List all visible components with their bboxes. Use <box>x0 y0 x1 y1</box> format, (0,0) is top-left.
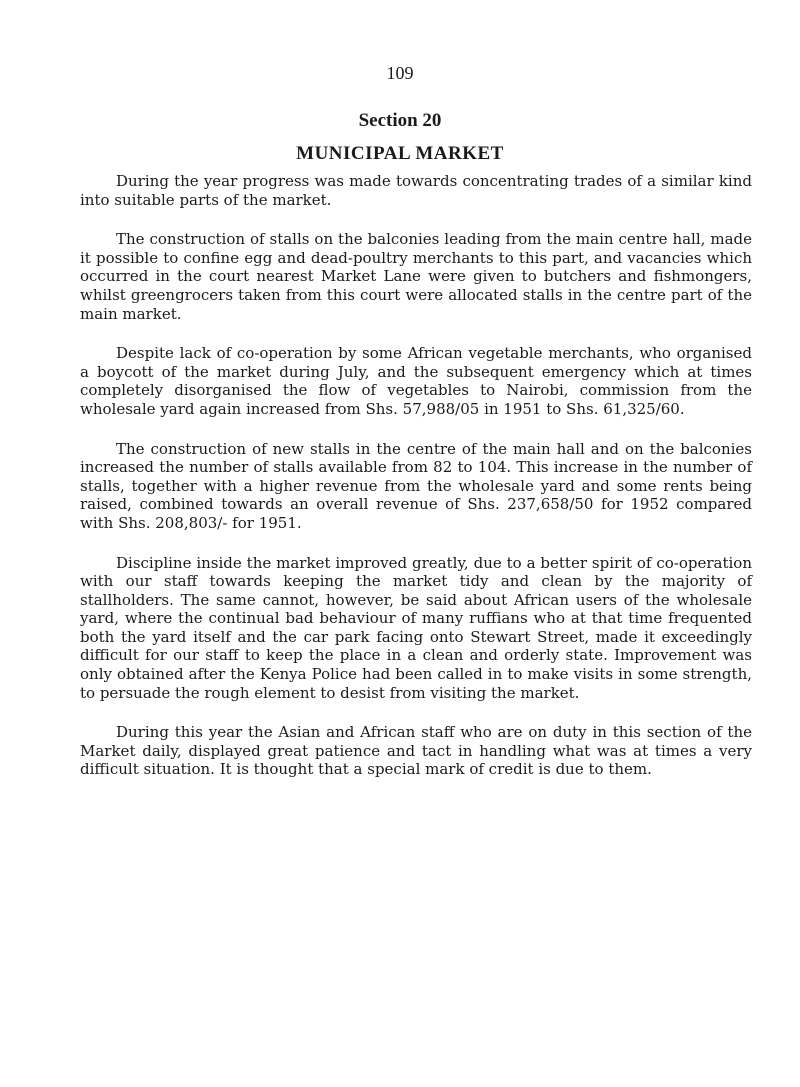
paragraph: During this year the Asian and African staff who are on duty in this section of the Market daily, displayed great patience and tact in handling what was at times a very difficult situation. It is thought that a special mark of credit is due to them. <box>80 723 752 779</box>
page-title: MUNICIPAL MARKET <box>296 143 504 164</box>
paragraph: During the year progress was made towards concentrating trades of a similar kind into suitable parts of the market. <box>80 172 752 209</box>
body-text <box>80 172 752 800</box>
paragraph: Despite lack of co-operation by some African vegetable merchants, who organised a boycott of the market during July, and the subsequent emergency which at times completely disorganised the flow of vegetables to Nairobi, commission from the wholesale yard again increased from Shs. 57,988/05 in 1951 to Shs. 61,325/60. <box>80 344 752 418</box>
paragraph: The construction of new stalls in the centre of the main hall and on the balconies increased the number of stalls available from 82 to 104. This increase in the number of stalls, together with a higher revenue from the wholesale yard and some rents being raised, combined towards an overall revenue of Shs. 237,658/50 for 1952 compared with Shs. 208,803/- for 1951. <box>80 439 752 532</box>
paragraph: The construction of stalls on the balconies leading from the main centre hall, made it possible to confine egg and dead-poultry merchants to this part, and vacancies which occurred in the court nearest Market Lane were given to butchers and fishmongers, whilst greengrocers taken from this court were allocated stalls in the centre part of the main market. <box>80 230 752 323</box>
paragraph: Discipline inside the market improved greatly, due to a better spirit of co-operation with our staff towards keeping the market tidy and clean by the majority of stallholders. The same cannot, however, be said about African users of the wholesale yard, where the continual bad behaviour of many ruffians who at that time frequented both the yard itself and the car park facing onto Stewart Street, made it exceedingly difficult for our staff to keep the place in a clean and orderly state. Improvement was only obtained after the Kenya Police had been called in to make visits in some strength, to persuade the rough element to desist from visiting the market. <box>80 553 752 702</box>
section-heading: Section 20 <box>358 110 442 131</box>
page-number: 109 <box>386 63 414 83</box>
